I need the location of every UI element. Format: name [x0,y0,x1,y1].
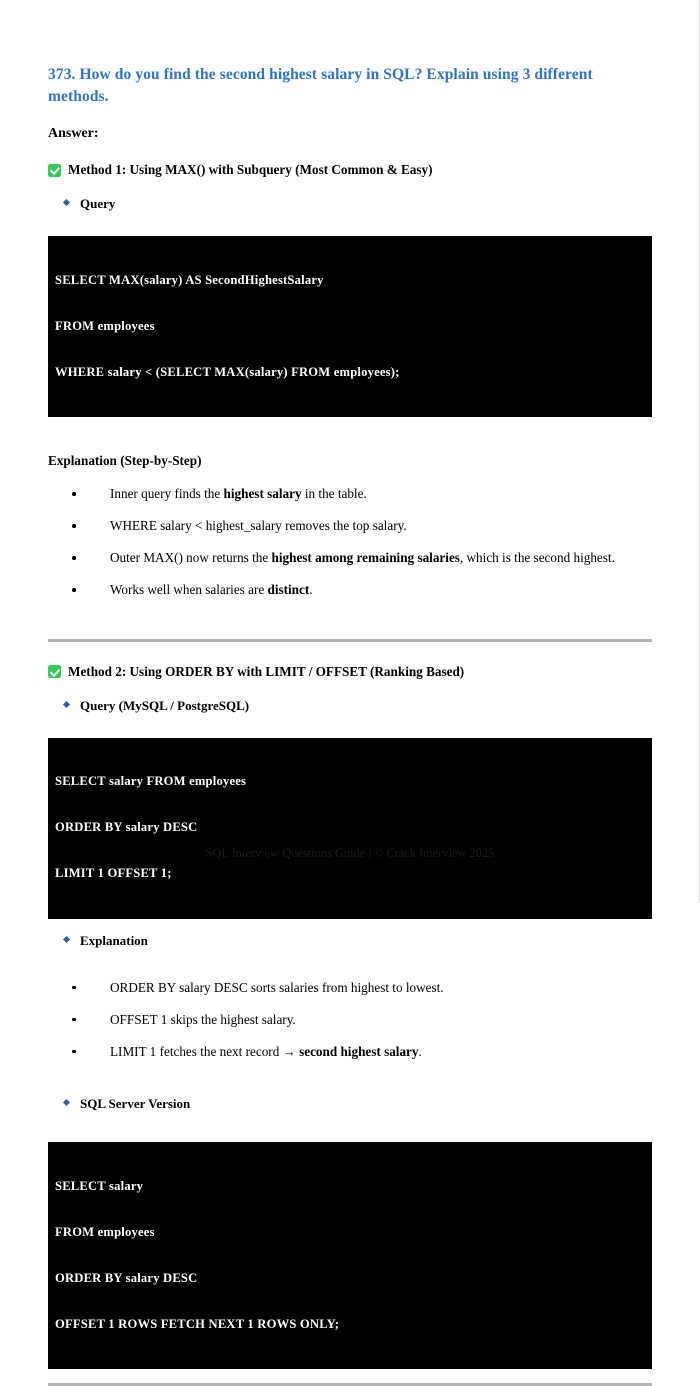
list-item-text: Inner query finds the [110,485,224,501]
method-1-heading-label: Method 1: Using MAX() with Subquery (Most Common & Easy) [68,162,433,177]
method-1-explanation-heading: Explanation (Step-by-Step) [48,452,202,468]
diamond-bullet-icon [63,199,70,206]
list-item [72,979,652,996]
code-line: OFFSET 1 ROWS FETCH NEXT 1 ROWS ONLY; [55,1316,340,1331]
page-content [48,64,652,1386]
sql-server-version-row [48,1096,652,1112]
method-2-query-label: Query (MySQL / PostgreSQL) [80,697,250,713]
code-line: SELECT salary FROM employees [55,774,247,789]
list-item [72,549,652,566]
list-item-text-tail: . [309,582,313,598]
code-line: FROM employees [55,1224,155,1239]
list-item-text: LIMIT 1 fetches the next record → [110,1043,300,1059]
list-item-emphasis: distinct [267,582,310,598]
method-1-query-label: Query [80,196,116,211]
method-1-explanation-list [48,485,652,599]
check-icon [48,665,61,678]
diamond-bullet-icon [63,1099,70,1106]
method-1-query-label-row [48,196,652,212]
check-icon [48,164,61,177]
method-2-heading [48,664,652,680]
method-1-heading [48,162,652,178]
sql-server-version-label: SQL Server Version [80,1096,191,1111]
list-item [72,1011,652,1028]
method-2-explanation-list [48,979,652,1060]
code-line: FROM employees [55,318,155,333]
list-item-text-tail: in the table. [301,485,367,501]
diamond-bullet-icon [63,935,70,942]
list-item-text: Works well when salaries are [110,582,268,598]
code-line: SELECT MAX(salary) AS SecondHighestSalary [55,272,324,287]
code-line: ORDER BY salary DESC [55,1270,198,1285]
list-item [72,1043,652,1060]
diamond-bullet-icon [63,701,70,708]
page-title: 373. How do you find the second highest salary in SQL? Explain using 3 different methods. [48,66,593,105]
method-2-query-label-row [48,698,652,714]
answer-label: Answer: [48,126,99,141]
list-item-text-tail: , which is the second highest. [459,550,615,566]
list-item [72,517,652,534]
list-item-text-tail: . [418,1043,422,1059]
list-item-text: ORDER BY salary DESC sorts salaries from highest to lowest. [110,979,444,995]
method-1-code-block [48,236,652,417]
sql-server-code-block [48,1142,652,1369]
code-line: WHERE salary < (SELECT MAX(salary) FROM employees); [55,364,400,379]
list-item-text: OFFSET 1 skips the highest salary. [110,1011,296,1027]
list-item-text: WHERE salary < highest_salary removes the top salary. [110,518,407,534]
code-line: SELECT salary [55,1178,144,1193]
list-item [72,485,652,502]
code-line: ORDER BY salary DESC [55,820,198,835]
list-item-emphasis: highest among remaining salaries [271,550,460,566]
method-2-heading-label: Method 2: Using ORDER BY with LIMIT / OFFSET (Ranking Based) [68,663,465,679]
method-2-code-block [48,738,652,919]
page-footer: SQL Interview Questions Guide | © Crack Interview 2025 [205,846,495,860]
list-item [72,581,652,598]
list-item-emphasis: second highest salary [299,1043,419,1059]
list-item-text: Outer MAX() now returns the [110,550,272,566]
method-2-explanation-label: Explanation [80,932,148,948]
list-item-emphasis: highest salary [223,485,302,501]
method-2-explanation-label-row [48,933,652,949]
code-line: LIMIT 1 OFFSET 1; [55,866,172,881]
